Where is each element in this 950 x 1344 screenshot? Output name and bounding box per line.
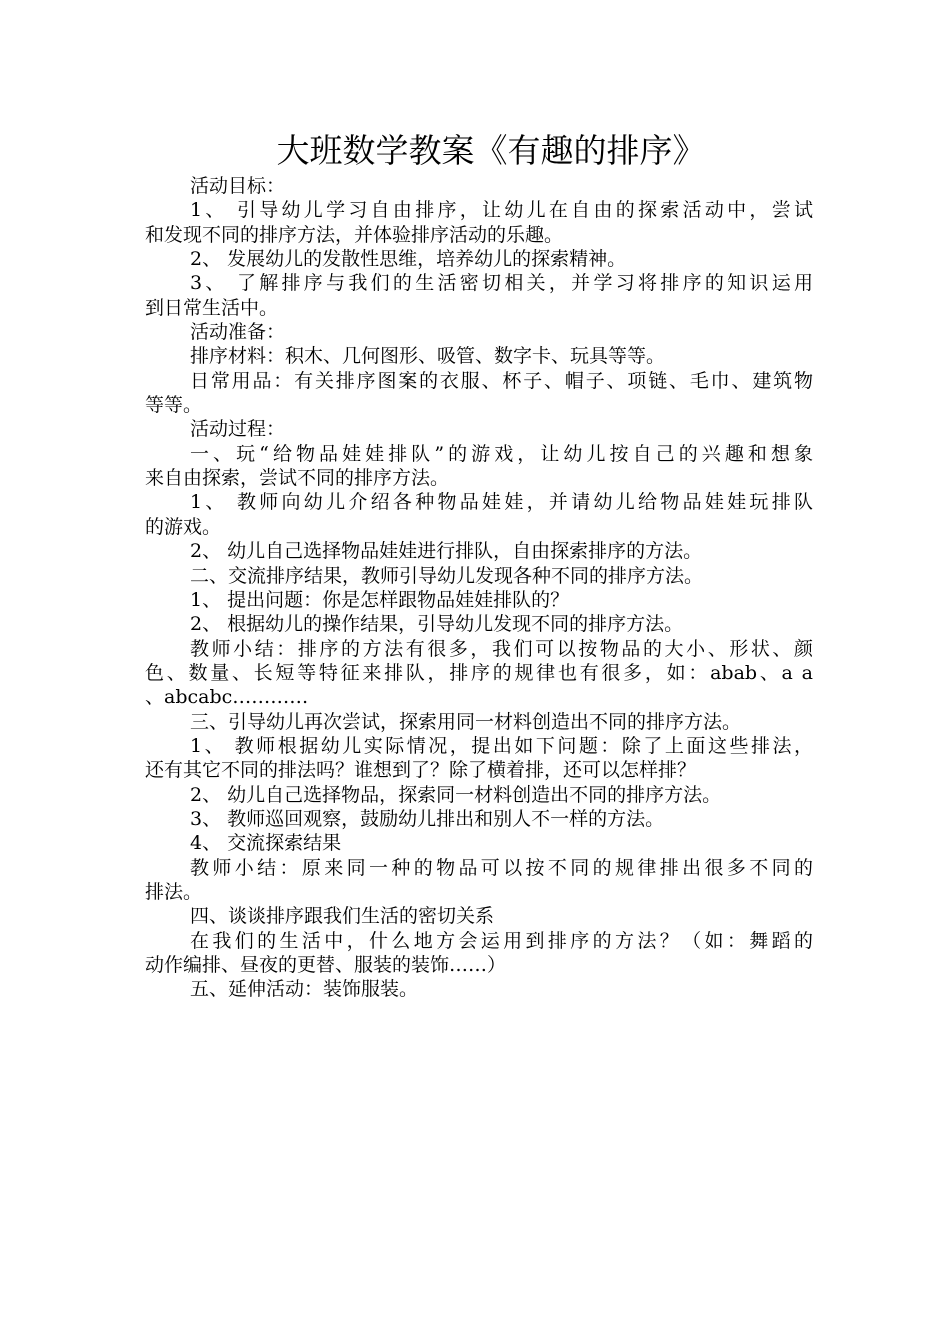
text-line: 和发现不同的排序方法，并体验排序活动的乐趣。 [145, 223, 564, 246]
text-line: 、abcabc………… [145, 686, 309, 709]
text-line: 到日常生活中。 [145, 296, 279, 319]
text-line: 教师小结：原来同一种的物品可以按不同的规律排出很多不同的 [190, 856, 813, 879]
text-line: 还有其它不同的排法吗？谁想到了？除了横着排，还可以怎样排？ [145, 759, 697, 782]
text-line: 五、延伸活动：装饰服装。 [190, 978, 419, 1001]
text-line: 二、交流排序结果，教师引导幼儿发现各种不同的排序方法。 [190, 564, 704, 587]
text-line: 2、 发展幼儿的发散性思维，培养幼儿的探索精神。 [190, 248, 627, 271]
document-page [145, 128, 813, 1002]
text-line: 活动目标： [190, 175, 286, 197]
document-body [145, 174, 813, 1002]
text-line: 2、 根据幼儿的操作结果，引导幼儿发现不同的排序方法。 [190, 613, 684, 636]
text-line: 等等。 [145, 394, 203, 417]
text-line: 在我们的生活中，什么地方会运用到排序的方法？（如：舞蹈的 [190, 929, 813, 952]
text-line: 排序材料：积木、几何图形、吸管、数字卡、玩具等等。 [190, 345, 666, 368]
text-line: 2、 幼儿自己选择物品娃娃进行排队，自由探索排序的方法。 [190, 540, 703, 563]
text-line: 来自由探索，尝试不同的排序方法。 [145, 467, 450, 490]
text-line: 3、 教师巡回观察，鼓励幼儿排出和别人不一样的方法。 [190, 807, 665, 830]
text-line: 一、玩“给物品娃娃排队”的游戏，让幼儿按自己的兴趣和想象 [190, 442, 813, 465]
document-title: 大班数学教案《有趣的排序》 [276, 131, 706, 170]
text-line: 四、谈谈排序跟我们生活的密切关系 [190, 905, 495, 928]
text-line: 活动准备： [190, 321, 286, 344]
text-line: 活动过程： [190, 418, 286, 441]
text-line: 4、 交流探索结果 [190, 832, 342, 855]
text-line: 色、数量、长短等特征来排队，排序的规律也有很多，如：abab、a a [145, 661, 813, 684]
text-line: 1、 教师向幼儿介绍各种物品娃娃，并请幼儿给物品娃娃玩排队 [190, 491, 813, 514]
text-line: 1、 教师根据幼儿实际情况，提出如下问题：除了上面这些排法， [190, 734, 813, 757]
text-line: 教师小结：排序的方法有很多，我们可以按物品的大小、形状、颜 [190, 637, 813, 660]
text-line: 动作编排、昼夜的更替、服装的装饰……） [145, 954, 507, 976]
text-line: 日常用品：有关排序图案的衣服、杯子、帽子、项链、毛巾、建筑物 [190, 369, 813, 392]
text-line: 1、 引导幼儿学习自由排序，让幼儿在自由的探索活动中，尝试 [190, 199, 813, 222]
text-line: 2、 幼儿自己选择物品，探索同一材料创造出不同的排序方法。 [190, 783, 722, 806]
text-line: 1、 提出问题：你是怎样跟物品娃娃排队的？ [190, 588, 570, 611]
text-line: 排法。 [145, 880, 203, 903]
text-line: 3、 了解排序与我们的生活密切相关，并学习将排序的知识运用 [190, 272, 813, 295]
text-line: 三、引导幼儿再次尝试，探索用同一材料创造出不同的排序方法。 [190, 710, 742, 733]
text-line: 的游戏。 [145, 515, 222, 538]
